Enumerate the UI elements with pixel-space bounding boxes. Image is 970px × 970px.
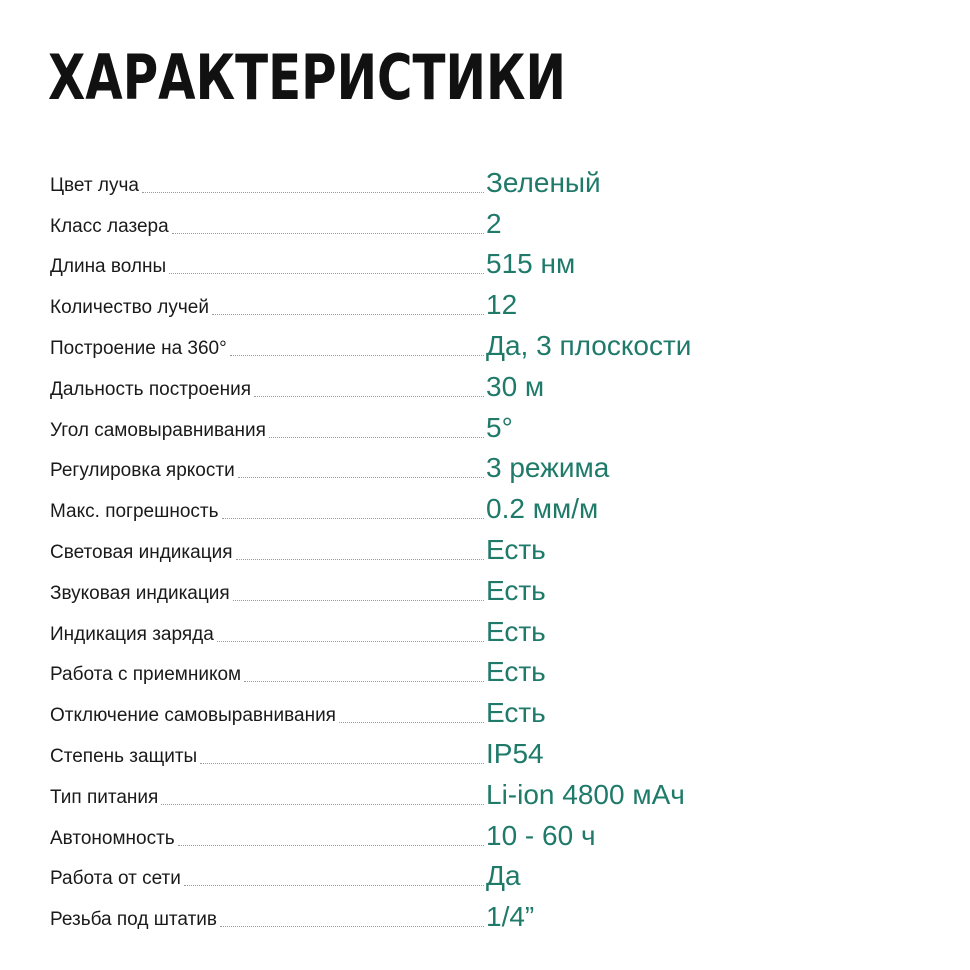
spec-row-receiver-mode [50, 649, 930, 690]
spec-label: Количество лучей [50, 297, 209, 319]
spec-value: 10 - 60 ч [486, 819, 596, 851]
spec-value: IP54 [486, 737, 544, 769]
dot-leader [172, 232, 484, 234]
page-title: ХАРАКТЕРИСТИКИ [48, 41, 567, 114]
dot-leader [230, 354, 484, 356]
spec-row-laser-class [50, 200, 930, 241]
spec-value: Li-ion 4800 мАч [486, 778, 685, 810]
spec-label: Работа от сети [50, 868, 181, 890]
spec-row-beam-count [50, 281, 930, 322]
spec-row-autonomy [50, 812, 930, 853]
spec-value: 2 [486, 207, 502, 239]
spec-value: 0.2 мм/м [486, 493, 599, 525]
dot-leader [339, 721, 484, 723]
dot-leader [212, 313, 484, 315]
dot-leader [244, 680, 484, 682]
dot-leader [254, 395, 484, 397]
spec-value: 3 режима [486, 452, 610, 484]
spec-label: Длина волны [50, 256, 167, 278]
dot-leader [217, 640, 484, 642]
spec-value: Есть [486, 656, 546, 688]
spec-value: Есть [486, 697, 546, 729]
spec-label: Индикация заряда [50, 623, 214, 645]
spec-label: Отключение самовыравнивания [50, 705, 336, 727]
spec-value: 30 м [486, 370, 545, 402]
spec-label: Степень защиты [50, 745, 198, 767]
spec-value: Зеленый [486, 166, 601, 198]
spec-value: Есть [486, 615, 546, 647]
spec-label: Регулировка яркости [50, 460, 235, 482]
spec-label: Построение на 360° [50, 337, 227, 359]
spec-label: Автономность [50, 827, 175, 849]
dot-leader [169, 272, 484, 274]
dot-leader [236, 558, 485, 560]
spec-label: Цвет луча [50, 174, 139, 196]
dot-leader [142, 191, 484, 193]
spec-row-accuracy [50, 485, 930, 526]
spec-value: Да, 3 плоскости [486, 329, 692, 361]
spec-row-brightness [50, 445, 930, 486]
spec-value: Есть [486, 533, 546, 565]
spec-label: Угол самовыравнивания [50, 419, 266, 441]
spec-label: Работа с приемником [50, 664, 242, 686]
spec-label: Резьба под штатив [50, 909, 217, 931]
spec-row-light-indication [50, 526, 930, 567]
dot-leader [233, 599, 484, 601]
spec-row-mains-power [50, 853, 930, 894]
spec-row-wavelength [50, 241, 930, 282]
spec-label: Класс лазера [50, 215, 169, 237]
dot-leader [178, 844, 484, 846]
spec-value: Да [486, 860, 521, 892]
dot-leader [269, 436, 484, 438]
spec-value: 5° [486, 411, 513, 443]
spec-row-360-projection [50, 322, 930, 363]
spec-label: Световая индикация [50, 541, 233, 563]
spec-label: Тип питания [50, 786, 159, 808]
spec-row-tripod-thread [50, 893, 930, 934]
dot-leader [161, 803, 484, 805]
dot-leader [184, 884, 484, 886]
spec-value: 12 [486, 289, 518, 321]
spec-row-charge-indication [50, 608, 930, 649]
spec-row-sound-indication [50, 567, 930, 608]
spec-row-range [50, 363, 930, 404]
spec-label: Звуковая индикация [50, 582, 230, 604]
spec-row-power-type [50, 771, 930, 812]
spec-row-self-leveling-off [50, 689, 930, 730]
dot-leader [220, 925, 484, 927]
dot-leader [238, 476, 484, 478]
dot-leader [200, 762, 484, 764]
spec-label: Дальность построения [50, 378, 252, 400]
spec-value: Есть [486, 574, 546, 606]
spec-label: Макс. погрешность [50, 501, 219, 523]
spec-row-protection [50, 730, 930, 771]
spec-value: 1/4” [486, 901, 535, 933]
spec-row-self-leveling-angle [50, 404, 930, 445]
dot-leader [222, 517, 484, 519]
spec-value: 515 нм [486, 248, 576, 280]
spec-row-beam-color [50, 159, 930, 200]
spec-list [50, 159, 930, 934]
